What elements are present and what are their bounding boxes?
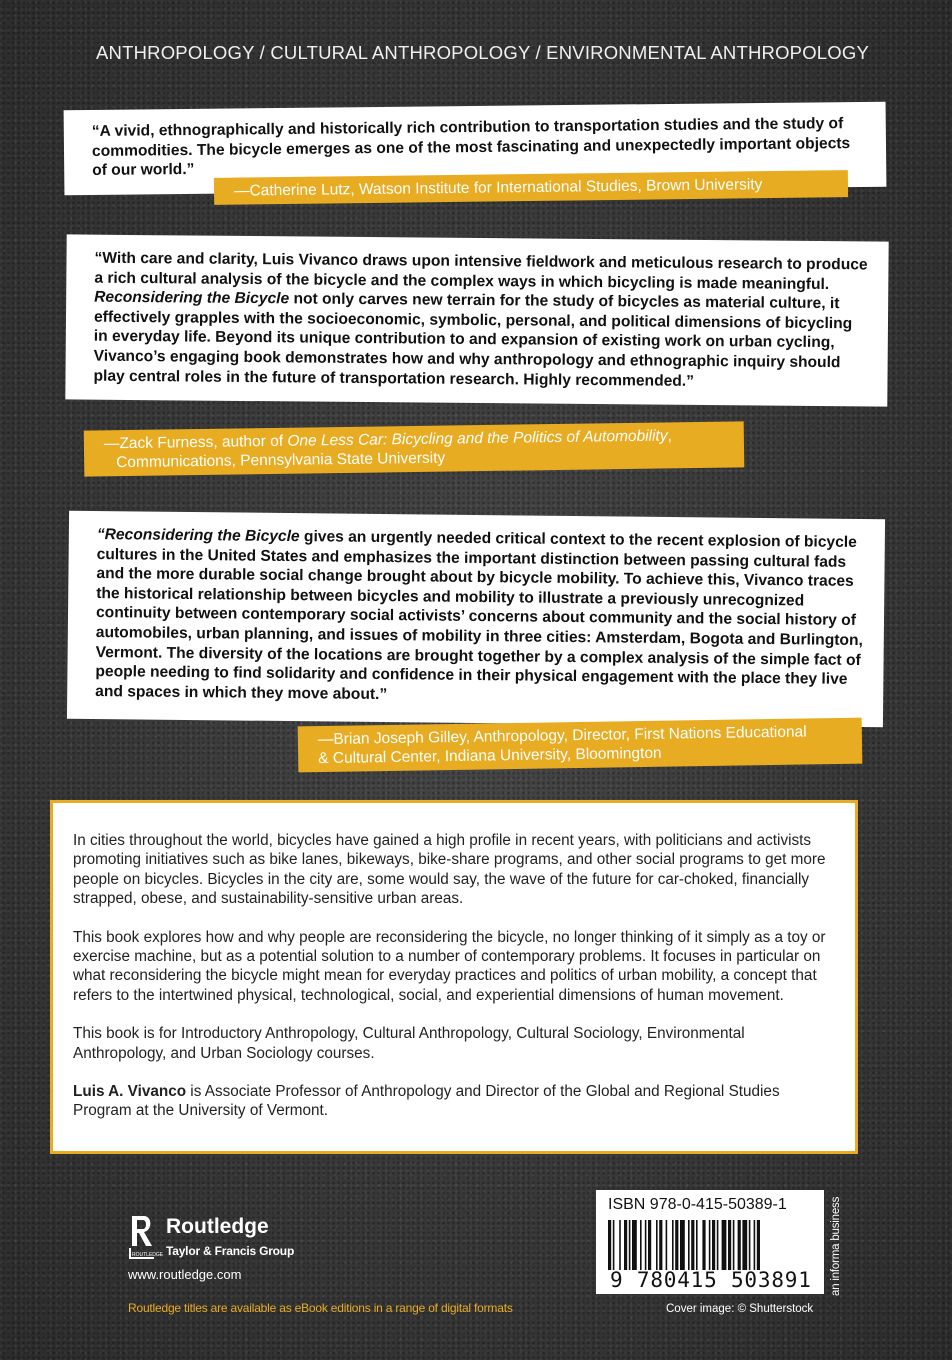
review-quote-3 xyxy=(67,511,885,728)
barcode-bar xyxy=(749,1220,751,1270)
barcode-bar xyxy=(738,1220,741,1270)
review-quote-2 xyxy=(65,234,888,406)
barcode-bars xyxy=(606,1220,816,1270)
barcode-bar xyxy=(608,1220,611,1270)
quote-2-text-part1: “With care and clarity, Luis Vivanco draws upon intensive fieldwork and meticulous research to produce a rich cultural analysis of the bicycle and the complex ways in which bicycling is made meaningful. xyxy=(94,249,868,293)
barcode-bar xyxy=(645,1220,647,1270)
quote-2-book-title: Reconsidering the Bicycle xyxy=(94,288,290,308)
author-name: Luis A. Vivanco xyxy=(73,1083,187,1101)
informa-tagline xyxy=(830,1190,846,1294)
description-paragraph-1: In cities throughout the world, bicycles have gained a high profile in recent years, with politicians and activists promoting initiatives such as bike lanes, bikeways, bike-share programs, and other social programs to get more people on bicycles. Bicycles in the city are, some would say, the wave of the future for car-choked, financially strapped, obese, and sustainability-sensitive urban areas. xyxy=(73,832,826,908)
barcode-bar xyxy=(728,1220,731,1270)
ebook-note: Routledge titles are available as eBook editions in a range of digital formats xyxy=(128,1301,513,1315)
author-bio-text: is Associate Professor of Anthropology and Director of the Global and Regional Studies Program at the University of Vermont. xyxy=(73,1083,780,1120)
author-bio xyxy=(73,1082,833,1121)
barcode-bar xyxy=(613,1220,615,1270)
isbn-barcode xyxy=(596,1190,824,1294)
barcode-bar xyxy=(629,1220,631,1270)
cover-credit: Cover image: © Shutterstock xyxy=(666,1303,814,1315)
barcode-bar xyxy=(702,1220,705,1270)
barcode-bar xyxy=(666,1220,668,1270)
barcode-bar xyxy=(754,1220,756,1270)
barcode-bar xyxy=(733,1220,735,1270)
publisher-name: Routledge xyxy=(166,1215,269,1238)
description-paragraph-3: This book is for Introductory Anthropology, Cultural Anthropology, Cultural Sociology, Environmental Anthropology, and Urban Sociology courses. xyxy=(73,1025,745,1062)
barcode-bar xyxy=(632,1220,637,1270)
isbn-text: ISBN 978-0-415-50389-1 xyxy=(608,1196,787,1213)
barcode-bar xyxy=(722,1220,727,1270)
barcode-bar xyxy=(680,1220,685,1270)
barcode-bar xyxy=(675,1220,678,1270)
publisher-group: Taylor & Francis Group xyxy=(166,1244,295,1258)
quote-2-text xyxy=(93,249,870,393)
barcode-bar xyxy=(656,1220,658,1270)
barcode-bar xyxy=(619,1220,621,1270)
barcode-bar xyxy=(709,1220,711,1270)
quote-2-attr-line2: Communications, Pennsylvania State University xyxy=(116,449,446,472)
book-description xyxy=(50,800,858,1154)
barcode-bar xyxy=(659,1220,662,1270)
barcode-bar xyxy=(672,1220,674,1270)
quote-3-attr-line1: —Brian Joseph Gilley, Anthropology, Director, First Nations Educational xyxy=(317,723,807,749)
quote-3-attribution xyxy=(298,718,863,773)
barcode-bar xyxy=(696,1220,698,1270)
barcode-bar xyxy=(624,1220,627,1270)
barcode-bar xyxy=(712,1220,715,1270)
quote-2-attr-book: One Less Car: Bicycling and the Politics of Automobility xyxy=(287,427,668,450)
barcode-number: 9 780415 503891 xyxy=(610,1268,812,1292)
quote-3-text-part2: gives an urgently needed critical context to the recent explosion of bicycle cultures in the United States and emphasizes the important distinction between passing cultural fads and the more durable social change brought about by bicycle mobility. To achieve this, Vivanco traces the historical relationship between bicycles and mobility to illustrate a previously unrecognized continuity between contemporary social activists’ concerns about community and the social history of automobiles, urban planning, and issues of mobility in three cities: Amsterdam, Bogota and Burlington, Vermont. The diversity of the locations are brought together by a complex analysis of the simple fact of people needing to find solidarity and confidence in their physical engagement with the place they live and spaces in which they move about.” xyxy=(95,528,863,703)
publisher-website[interactable]: www.routledge.com xyxy=(128,1267,242,1282)
barcode-bar xyxy=(717,1220,719,1270)
quote-2-attr-part1: —Zack Furness, author of xyxy=(103,432,288,453)
barcode-bar xyxy=(691,1220,694,1270)
quote-2-text-part2: not only carves new terrain for the study of bicycles as material culture, it effectively grapples with the socioeconomic, symbolic, personal, and political dimensions of bicycling in everyday life. Beyond its unique contribution to and expansion of existing work on urban cycling, Vivanco’s engaging book demonstrates how and why anthropology and ethnographic inquiry should play central roles in the future of transportation research. Highly recommended.” xyxy=(93,290,853,390)
barcode-bar xyxy=(640,1220,642,1270)
svg-text:ROUTLEDGE: ROUTLEDGE xyxy=(132,1252,164,1258)
quote-2-attribution xyxy=(84,421,745,476)
barcode-bar xyxy=(757,1220,760,1270)
quote-2-attr-part2: , xyxy=(667,427,672,445)
barcode-bar xyxy=(742,1220,747,1270)
barcode-bar xyxy=(648,1220,651,1270)
quote-3-attr-line2: & Cultural Center, Indiana University, Bloomington xyxy=(318,744,662,768)
barcode-bar xyxy=(688,1220,690,1270)
quote-1-attribution: —Catherine Lutz, Watson Institute for International Studies, Brown University xyxy=(214,170,848,205)
description-paragraph-2: This book explores how and why people are reconsidering the bicycle, no longer thinking of it simply as a toy or exercise machine, but as a potential solution to a number of contemporary problems. It focuses in particular on what reconsidering the bicycle might mean for everyday practices and politics of urban mobility, a concept that refers to the intertwined physical, technological, social, and experiential dimensions of human movement. xyxy=(73,928,826,1004)
quote-3-text xyxy=(95,525,867,709)
category-line: ANTHROPOLOGY / CULTURAL ANTHROPOLOGY / ENVIRONMENTAL ANTHROPOLOGY xyxy=(96,42,870,63)
quote-1-text: “A vivid, ethnographically and historically rich contribution to transportation studies and the study of commodities. The bicycle emerges as one of the most fascinating and unexpectedly important objects of our world.” xyxy=(91,115,851,180)
quote-3-book-title: “Reconsidering the Bicycle xyxy=(96,526,300,546)
routledge-logo-icon xyxy=(128,1212,164,1262)
informa-text: an informa business xyxy=(830,1196,842,1296)
